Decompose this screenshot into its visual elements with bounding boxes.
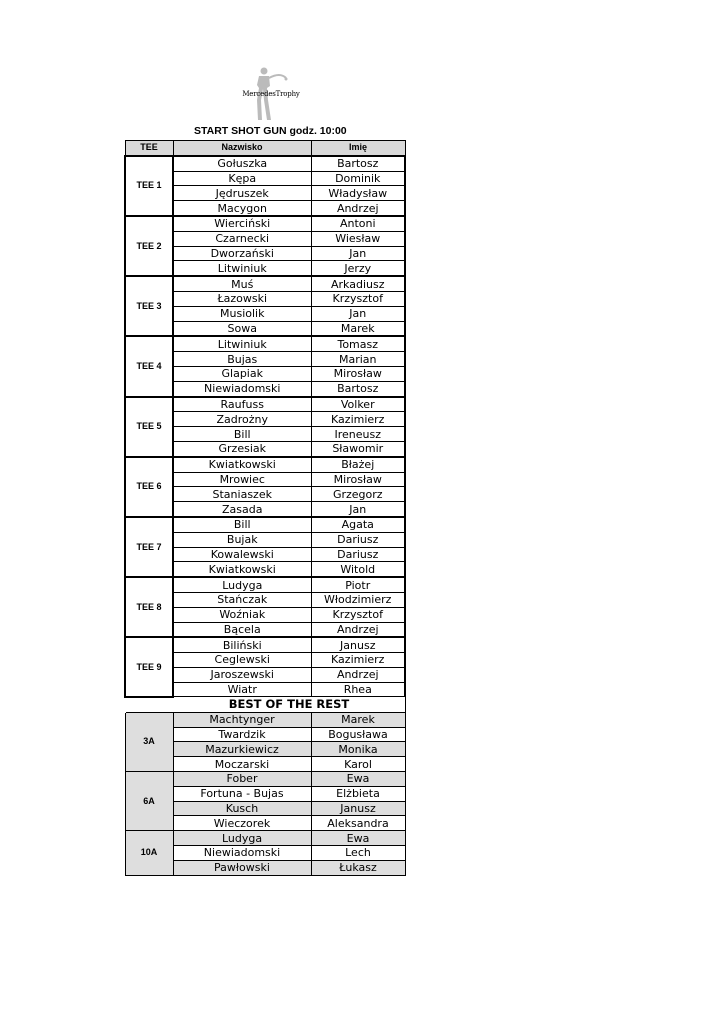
- first-name-cell: Wiesław: [311, 231, 405, 246]
- group-label: 3A: [125, 712, 173, 771]
- table-row: [125, 771, 405, 786]
- group-label: TEE 4: [125, 336, 173, 396]
- first-name-cell: Bogusława: [311, 727, 405, 742]
- first-name-cell: Rhea: [311, 682, 405, 697]
- rest-group: [125, 712, 405, 771]
- first-name-cell: Bartosz: [311, 381, 405, 396]
- surname-cell: Mazurkiewicz: [173, 742, 311, 757]
- tee-group: [125, 577, 405, 637]
- tee-group: [125, 276, 405, 336]
- page-title: START SHOT GUN godz. 10:00: [194, 125, 347, 137]
- first-name-cell: Arkadiusz: [311, 276, 405, 291]
- table-row: [125, 637, 405, 652]
- surname-cell: Niewiadomski: [173, 845, 311, 860]
- table-row: [125, 712, 405, 727]
- first-name-cell: Karol: [311, 757, 405, 772]
- first-name-cell: Andrzej: [311, 667, 405, 682]
- tee-group: [125, 457, 405, 517]
- first-name-cell: Ireneusz: [311, 427, 405, 442]
- tee-group: [125, 336, 405, 396]
- first-name-cell: Kazimierz: [311, 412, 405, 427]
- first-name-cell: Jan: [311, 306, 405, 321]
- first-name-cell: Mirosław: [311, 472, 405, 487]
- surname-cell: Grzesiak: [173, 441, 311, 456]
- surname-cell: Raufuss: [173, 397, 311, 412]
- first-name-cell: Marek: [311, 321, 405, 336]
- surname-cell: Wierciński: [173, 216, 311, 231]
- first-name-cell: Błażej: [311, 457, 405, 472]
- table-row: [125, 517, 405, 532]
- surname-cell: Wieczorek: [173, 816, 311, 831]
- surname-cell: Ludyga: [173, 831, 311, 846]
- first-name-cell: Sławomir: [311, 441, 405, 456]
- first-name-cell: Krzysztof: [311, 291, 405, 306]
- tee-group: [125, 156, 405, 216]
- surname-cell: Bill: [173, 517, 311, 532]
- first-name-cell: Agata: [311, 517, 405, 532]
- surname-cell: Muś: [173, 276, 311, 291]
- group-label: TEE 2: [125, 216, 173, 276]
- logo-brand-text: MercedesTrophy: [242, 90, 300, 98]
- surname-cell: Kwiatkowski: [173, 457, 311, 472]
- tee-group: [125, 517, 405, 577]
- group-label: TEE 6: [125, 457, 173, 517]
- surname-cell: Woźniak: [173, 607, 311, 622]
- first-name-cell: Grzegorz: [311, 487, 405, 502]
- header-first-name: Imię: [311, 141, 405, 156]
- first-name-cell: Volker: [311, 397, 405, 412]
- first-name-cell: Aleksandra: [311, 816, 405, 831]
- group-label: TEE 9: [125, 637, 173, 697]
- first-name-cell: Janusz: [311, 637, 405, 652]
- table-row: [125, 216, 405, 231]
- surname-cell: Musiolik: [173, 306, 311, 321]
- surname-cell: Mrowiec: [173, 472, 311, 487]
- first-name-cell: Monika: [311, 742, 405, 757]
- first-name-cell: Ewa: [311, 771, 405, 786]
- table-row: [125, 156, 405, 171]
- table-row: [125, 276, 405, 291]
- start-list-table: [124, 140, 406, 876]
- surname-cell: Zasada: [173, 502, 311, 517]
- first-name-cell: Bartosz: [311, 156, 405, 171]
- surname-cell: Bujak: [173, 532, 311, 547]
- surname-cell: Twardzik: [173, 727, 311, 742]
- surname-cell: Litwiniuk: [173, 336, 311, 351]
- first-name-cell: Dariusz: [311, 532, 405, 547]
- table-row: [125, 457, 405, 472]
- surname-cell: Ludyga: [173, 577, 311, 592]
- group-label: TEE 8: [125, 577, 173, 637]
- surname-cell: Gołuszka: [173, 156, 311, 171]
- surname-cell: Moczarski: [173, 757, 311, 772]
- surname-cell: Kowalewski: [173, 547, 311, 562]
- surname-cell: Jaroszewski: [173, 667, 311, 682]
- tee-group: [125, 216, 405, 276]
- surname-cell: Pawłowski: [173, 860, 311, 875]
- surname-cell: Sowa: [173, 321, 311, 336]
- first-name-cell: Witold: [311, 562, 405, 577]
- surname-cell: Staniaszek: [173, 487, 311, 502]
- group-label: TEE 7: [125, 517, 173, 577]
- first-name-cell: Dariusz: [311, 547, 405, 562]
- best-of-rest-row: [125, 697, 405, 712]
- mercedes-trophy-logo: [240, 66, 302, 122]
- first-name-cell: Andrzej: [311, 622, 405, 637]
- first-name-cell: Marek: [311, 712, 405, 727]
- surname-cell: Fortuna - Bujas: [173, 786, 311, 801]
- first-name-cell: Jan: [311, 502, 405, 517]
- first-name-cell: Włodzimierz: [311, 592, 405, 607]
- tee-group: [125, 397, 405, 457]
- best-of-rest-heading: BEST OF THE REST: [173, 697, 405, 712]
- first-name-cell: Dominik: [311, 171, 405, 186]
- table-row: [125, 577, 405, 592]
- table-row: [125, 831, 405, 846]
- first-name-cell: Władysław: [311, 186, 405, 201]
- first-name-cell: Marian: [311, 352, 405, 367]
- surname-cell: Jędruszek: [173, 186, 311, 201]
- surname-cell: Ceglewski: [173, 653, 311, 668]
- group-label: TEE 1: [125, 156, 173, 216]
- table-row: [125, 336, 405, 351]
- first-name-cell: Janusz: [311, 801, 405, 816]
- blank-cell: [125, 697, 173, 712]
- first-name-cell: Andrzej: [311, 201, 405, 216]
- first-name-cell: Kazimierz: [311, 653, 405, 668]
- surname-cell: Czarnecki: [173, 231, 311, 246]
- header-surname: Nazwisko: [173, 141, 311, 156]
- group-label: 10A: [125, 831, 173, 875]
- first-name-cell: Tomasz: [311, 336, 405, 351]
- surname-cell: Kusch: [173, 801, 311, 816]
- header-tee: TEE: [125, 141, 173, 156]
- first-name-cell: Łukasz: [311, 860, 405, 875]
- surname-cell: Kwiatkowski: [173, 562, 311, 577]
- first-name-cell: Elżbieta: [311, 786, 405, 801]
- first-name-cell: Piotr: [311, 577, 405, 592]
- surname-cell: Fober: [173, 771, 311, 786]
- surname-cell: Stańczak: [173, 592, 311, 607]
- first-name-cell: Lech: [311, 845, 405, 860]
- surname-cell: Biliński: [173, 637, 311, 652]
- group-label: TEE 3: [125, 276, 173, 336]
- rest-group: [125, 831, 405, 875]
- table-row: [125, 397, 405, 412]
- surname-cell: Machtynger: [173, 712, 311, 727]
- surname-cell: Kępa: [173, 171, 311, 186]
- first-name-cell: Jan: [311, 246, 405, 261]
- surname-cell: Glapiak: [173, 366, 311, 381]
- first-name-cell: Jerzy: [311, 261, 405, 276]
- surname-cell: Wiatr: [173, 682, 311, 697]
- best-of-rest-section: [125, 697, 405, 712]
- surname-cell: Bill: [173, 427, 311, 442]
- rest-group: [125, 771, 405, 830]
- first-name-cell: Mirosław: [311, 366, 405, 381]
- header-row: [125, 141, 405, 156]
- surname-cell: Bącela: [173, 622, 311, 637]
- first-name-cell: Antoni: [311, 216, 405, 231]
- first-name-cell: Krzysztof: [311, 607, 405, 622]
- group-label: 6A: [125, 771, 173, 830]
- first-name-cell: Ewa: [311, 831, 405, 846]
- surname-cell: Łazowski: [173, 291, 311, 306]
- surname-cell: Dworzański: [173, 246, 311, 261]
- surname-cell: Litwiniuk: [173, 261, 311, 276]
- group-label: TEE 5: [125, 397, 173, 457]
- surname-cell: Macygon: [173, 201, 311, 216]
- surname-cell: Zadrożny: [173, 412, 311, 427]
- surname-cell: Niewiadomski: [173, 381, 311, 396]
- surname-cell: Bujas: [173, 352, 311, 367]
- tee-group: [125, 637, 405, 697]
